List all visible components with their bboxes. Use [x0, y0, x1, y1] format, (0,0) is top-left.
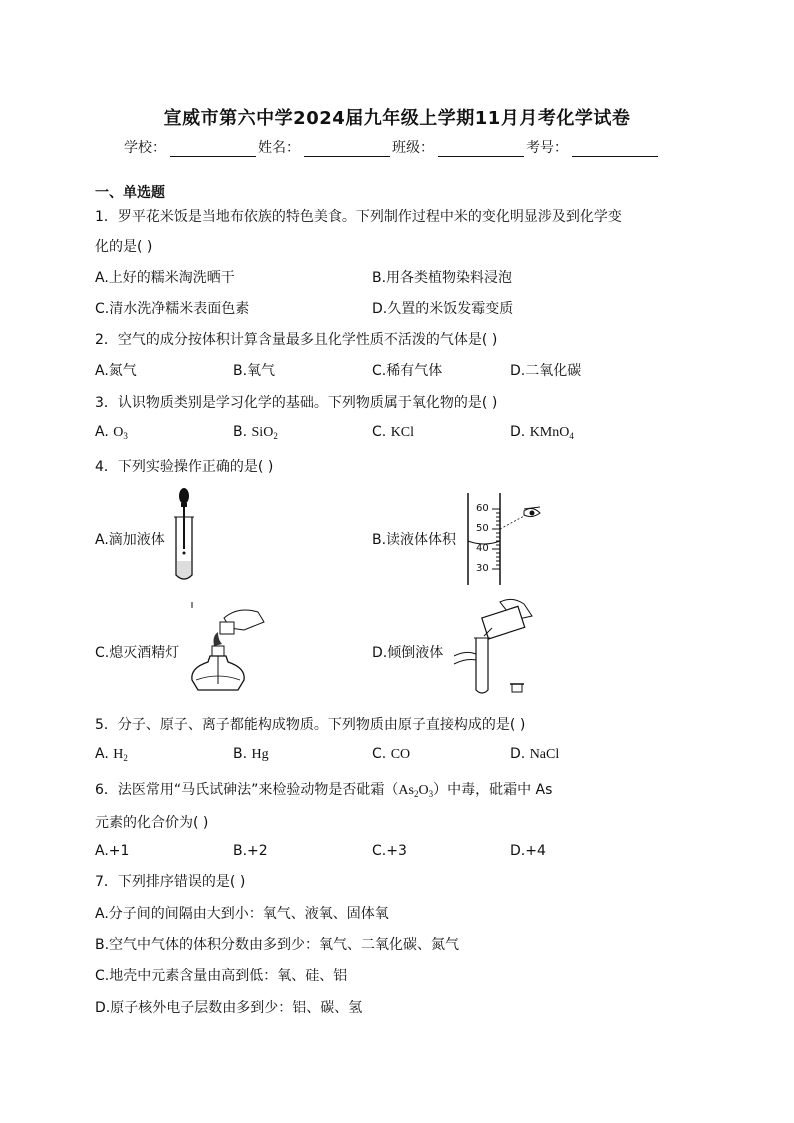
q3-option-b — [233, 424, 278, 441]
q5-d-formula: NaCl — [529, 747, 560, 762]
q7-stem: 7．下列排序错误的是( ) — [95, 874, 246, 890]
q2-option-b: B.氧气 — [233, 363, 276, 379]
q3-a-prefix: A. — [95, 424, 109, 440]
class-blank[interactable] — [438, 142, 524, 157]
q5-b-formula: Hg — [251, 747, 269, 762]
q6-sub-2: 2 — [413, 789, 419, 799]
alcohol-lamp-figure — [188, 600, 268, 696]
q5-option-d — [510, 746, 559, 763]
q6-option-c: C.+3 — [372, 843, 407, 859]
q3-a-sub: 3 — [123, 431, 128, 441]
q6-stem-part2: ）中毒，砒霜中 As — [433, 782, 553, 798]
q6-formula-as: As — [398, 783, 414, 798]
q3-c-formula: KCl — [390, 425, 415, 440]
q1-option-d: D.久置的米饭发霉变质 — [372, 301, 514, 317]
q6-option-d: D.+4 — [510, 843, 546, 859]
q1-option-c: C.清水洗净糯米表面色素 — [95, 301, 250, 317]
q3-option-c — [372, 424, 414, 441]
section-title: 一、单选题 — [95, 185, 165, 201]
q6-sub-3: 3 — [428, 789, 434, 799]
q2-stem: 2．空气的成分按体积计算含量最多且化学性质不活泼的气体是( ) — [95, 332, 498, 348]
q6-formula-o: O — [418, 783, 429, 798]
q7-option-a: A.分子间的间隔由大到小：氧气、液氧、固体氧 — [95, 906, 389, 922]
q5-option-b — [233, 746, 269, 763]
q3-d-sub: 4 — [569, 431, 574, 441]
q2-option-a: A.氮气 — [95, 363, 137, 379]
school-label: 学校： — [124, 140, 166, 156]
q5-a-prefix: A. — [95, 746, 109, 762]
q6-stem-line2: 元素的化合价为( ) — [95, 815, 209, 831]
q1-option-b: B.用各类植物染料浸泡 — [372, 270, 513, 286]
q3-stem: 3．认识物质类别是学习化学的基础。下列物质属于氧化物的是( ) — [95, 395, 498, 411]
q5-c-formula: CO — [390, 747, 411, 762]
name-label: 姓名： — [258, 140, 300, 156]
q2-option-c: C.稀有气体 — [372, 363, 443, 379]
name-blank[interactable] — [304, 142, 390, 157]
class-label: 班级： — [392, 140, 434, 156]
q5-stem: 5．分子、原子、离子都能构成物质。下列物质由原子直接构成的是( ) — [95, 717, 526, 733]
school-blank[interactable] — [170, 142, 256, 157]
q4-option-b: B.读液体体积 — [372, 532, 457, 548]
q6-stem-part1: 6．法医常用“马氏试砷法”来检验动物是否砒霜（ — [95, 782, 399, 798]
q5-d-prefix: D. — [510, 746, 526, 762]
dropper-testtube-figure — [168, 487, 200, 587]
q3-b-prefix: B. — [233, 424, 248, 440]
q4-stem: 4．下列实验操作正确的是( ) — [95, 459, 274, 475]
q4-option-c: C.熄灭酒精灯 — [95, 645, 180, 661]
exam-no-label: 考号： — [526, 140, 568, 156]
q4-option-a: A.滴加液体 — [95, 532, 165, 548]
q5-c-prefix: C. — [372, 746, 387, 762]
q2-option-d: D.二氧化碳 — [510, 363, 582, 379]
q7-option-b: B.空气中气体的体积分数由多到少：氧气、二氧化碳、氮气 — [95, 937, 460, 953]
tick-40: 40 — [476, 543, 489, 554]
q3-d-formula: KMnO — [529, 425, 570, 440]
tick-30: 30 — [476, 563, 489, 574]
exam-no-blank[interactable] — [572, 142, 658, 157]
q5-option-a — [95, 746, 128, 763]
q6-stem-line1 — [95, 779, 552, 799]
q4-option-d: D.倾倒液体 — [372, 645, 444, 661]
q5-a-sub: 2 — [123, 753, 128, 763]
q3-b-sub: 2 — [273, 431, 278, 441]
q3-a-formula: O — [113, 425, 124, 440]
q3-d-prefix: D. — [510, 424, 526, 440]
graduated-cylinder-figure — [460, 491, 552, 587]
q3-option-d — [510, 424, 574, 441]
tick-50: 50 — [476, 523, 489, 534]
q5-a-formula: H — [113, 747, 124, 762]
q5-b-prefix: B. — [233, 746, 248, 762]
q3-option-a — [95, 424, 128, 441]
q6-option-b: B.+2 — [233, 843, 268, 859]
q1-stem-line2: 化的是( ) — [95, 239, 153, 255]
student-info-row — [124, 137, 660, 157]
q7-option-d: D.原子核外电子层数由多到少：铝、碳、氢 — [95, 1000, 363, 1016]
q5-option-c — [372, 746, 410, 763]
q1-option-a: A.上好的糯米淘洗晒干 — [95, 270, 235, 286]
q1-stem-line1: 1．罗平花米饭是当地布依族的特色美食。下列制作过程中米的变化明显涉及到化学变 — [95, 209, 622, 225]
q7-option-c: C.地壳中元素含量由高到低：氧、硅、铝 — [95, 968, 348, 984]
q6-option-a: A.+1 — [95, 843, 130, 859]
page-title: 宣威市第六中学2024届九年级上学期11月月考化学试卷 — [163, 108, 631, 129]
q3-c-prefix: C. — [372, 424, 387, 440]
tick-60: 60 — [476, 503, 489, 514]
q3-b-formula: SiO — [251, 425, 274, 440]
pouring-liquid-figure — [452, 598, 536, 696]
